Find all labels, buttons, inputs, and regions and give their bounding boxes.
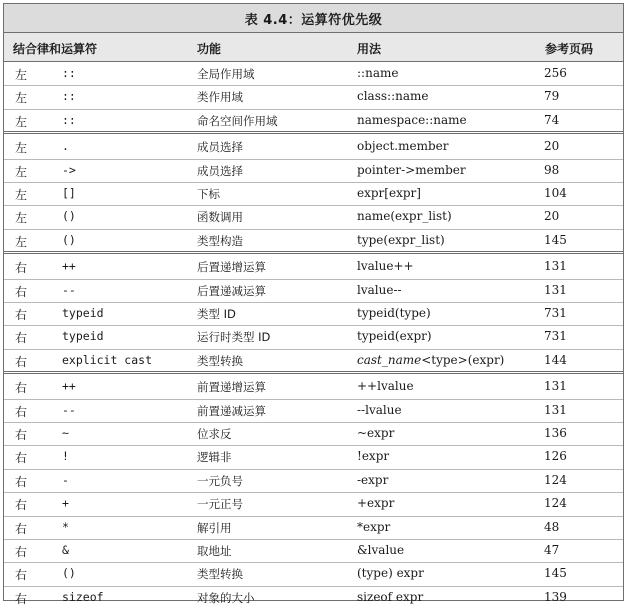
header-assoc-operator: 结合律和运算符 — [13, 42, 98, 56]
cell-usage: pointer->member — [357, 162, 466, 177]
cell-operator: sizeof — [62, 589, 104, 604]
group-separator — [4, 251, 623, 254]
cell-associativity: 右 — [15, 545, 28, 559]
cell-page-ref: 131 — [544, 259, 567, 274]
cell-function: 解引用 — [197, 520, 232, 535]
cell-usage: type(expr_list) — [357, 232, 445, 247]
table-row — [4, 279, 623, 302]
cell-page-ref: 131 — [544, 282, 567, 297]
cell-operator: :: — [62, 89, 76, 104]
cell-page-ref: 131 — [544, 379, 567, 394]
table-row — [4, 325, 623, 348]
cell-usage: ~expr — [357, 426, 395, 440]
header-usage: 用法 — [357, 42, 382, 56]
table-row — [4, 349, 623, 372]
cell-associativity: 右 — [15, 331, 28, 346]
cell-operator: & — [62, 543, 69, 557]
table-row — [4, 205, 623, 228]
cell-operator: () — [62, 566, 76, 581]
cell-page-ref: 79 — [544, 89, 560, 104]
table-header-row — [4, 33, 623, 62]
cell-associativity: 右 — [15, 308, 28, 322]
cell-page-ref: 139 — [544, 589, 567, 604]
cell-usage: (type) expr — [357, 566, 424, 581]
cell-associativity: 左 — [15, 234, 28, 249]
cell-associativity: 右 — [15, 474, 28, 489]
cell-page-ref: 47 — [544, 543, 560, 557]
cell-usage: class::name — [357, 89, 429, 104]
cell-usage: &lvalue — [357, 543, 405, 557]
cell-usage: namespace::name — [357, 112, 467, 127]
table-row — [4, 85, 623, 108]
header-function: 功能 — [197, 42, 222, 56]
cell-page-ref: 104 — [544, 186, 567, 200]
cell-usage: +expr — [357, 496, 395, 511]
cell-associativity: 左 — [15, 141, 28, 156]
table-title-bar — [4, 4, 623, 33]
table-row — [4, 135, 623, 158]
cell-operator: ! — [62, 449, 69, 464]
cell-operator: :: — [62, 112, 76, 127]
table-row — [4, 182, 623, 205]
table-row — [4, 302, 623, 325]
cell-associativity: 右 — [15, 381, 28, 396]
cell-associativity: 左 — [15, 68, 28, 82]
cell-associativity: 右 — [15, 521, 28, 536]
cell-operator: * — [62, 519, 69, 534]
cell-function: 对象的大小 — [197, 590, 255, 605]
cell-function: 类作用域 — [197, 90, 243, 105]
cell-operator: () — [62, 232, 76, 247]
cell-operator: - — [62, 472, 69, 487]
cell-function: 类型 ID — [197, 307, 236, 321]
table-row — [4, 516, 623, 539]
usage-rest-part: <type>(expr) — [421, 352, 505, 367]
precedence-table — [3, 3, 624, 606]
cell-operator: :: — [62, 66, 76, 80]
cell-associativity: 左 — [15, 164, 28, 179]
cell-associativity: 左 — [15, 188, 28, 202]
cell-usage: !expr — [357, 449, 390, 464]
cell-usage: lvalue-- — [357, 282, 402, 297]
cell-page-ref: 98 — [544, 162, 560, 177]
table-row — [4, 492, 623, 515]
table-row — [4, 469, 623, 492]
cell-page-ref: 144 — [544, 352, 567, 367]
cell-operator: ++ — [62, 259, 76, 274]
table-row — [4, 422, 623, 445]
cell-operator: typeid — [62, 306, 104, 320]
table-row — [4, 445, 623, 468]
cell-operator: ++ — [62, 379, 76, 394]
cell-usage: typeid(type) — [357, 306, 431, 320]
cell-page-ref: 256 — [544, 66, 567, 80]
cell-operator: -- — [62, 282, 76, 297]
table-title: 表 4.4：运算符优先级 — [244, 13, 383, 28]
cell-page-ref: 126 — [544, 449, 567, 464]
cell-function: 前置递减运算 — [197, 403, 266, 418]
cell-operator: explicit cast — [62, 352, 153, 367]
cell-function: 类型构造 — [197, 233, 243, 248]
cell-function: 后置递增运算 — [197, 260, 266, 275]
cell-page-ref: 145 — [544, 566, 567, 581]
cell-usage: *expr — [357, 519, 391, 534]
cell-function: 成员选择 — [197, 163, 243, 178]
cell-operator: typeid — [62, 329, 104, 344]
group-separator — [4, 131, 623, 134]
cell-page-ref: 124 — [544, 496, 567, 511]
cell-page-ref: 731 — [544, 306, 567, 320]
cell-usage: -expr — [357, 472, 389, 487]
cell-associativity: 右 — [15, 428, 28, 442]
table-row — [4, 229, 623, 252]
cell-associativity: 左 — [15, 114, 28, 129]
cell-associativity: 右 — [15, 451, 28, 466]
table-row — [4, 62, 623, 85]
cell-function: 全局作用域 — [197, 67, 255, 81]
table-row — [4, 255, 623, 278]
cell-usage: typeid(expr) — [357, 329, 432, 344]
cell-usage: ::name — [357, 66, 399, 80]
header-page-ref: 参考页码 — [545, 42, 594, 56]
cell-usage: object.member — [357, 139, 449, 154]
table-row — [4, 539, 623, 562]
cell-usage: expr[expr] — [357, 186, 421, 200]
cell-function: 命名空间作用域 — [197, 113, 278, 128]
cell-associativity: 右 — [15, 498, 28, 513]
cell-usage: --lvalue — [357, 402, 402, 417]
cell-function: 下标 — [197, 187, 220, 201]
cell-page-ref: 20 — [544, 139, 560, 154]
table-row — [4, 562, 623, 585]
cell-usage: ++lvalue — [357, 379, 414, 394]
cell-operator: . — [62, 139, 69, 154]
cell-function: 类型转换 — [197, 353, 243, 368]
cell-operator: ~ — [62, 426, 69, 440]
cell-associativity: 右 — [15, 591, 28, 606]
cell-function: 取地址 — [197, 544, 232, 558]
cell-page-ref: 48 — [544, 519, 560, 534]
table-row — [4, 109, 623, 132]
cell-associativity: 右 — [15, 568, 28, 583]
cell-associativity: 右 — [15, 284, 28, 299]
cell-function: 前置递增运算 — [197, 380, 266, 395]
table-row — [4, 375, 623, 398]
group-separator — [4, 371, 623, 374]
cell-function: 类型转换 — [197, 567, 243, 582]
cell-page-ref: 20 — [544, 209, 560, 224]
cell-usage — [357, 353, 504, 367]
cell-associativity: 左 — [15, 91, 28, 106]
table-row — [4, 159, 623, 182]
cell-function: 位求反 — [197, 427, 232, 441]
cell-associativity: 左 — [15, 211, 28, 226]
cell-usage: sizeof expr — [357, 589, 424, 604]
table-row — [4, 399, 623, 422]
cell-page-ref: 124 — [544, 472, 567, 487]
cell-page-ref: 145 — [544, 232, 567, 247]
usage-italic-part: cast_name — [357, 352, 422, 367]
cell-function: 函数调用 — [197, 210, 243, 225]
cell-function: 逻辑非 — [197, 450, 232, 465]
cell-operator: [] — [62, 186, 76, 200]
cell-function: 一元正号 — [197, 497, 243, 512]
cell-function: 后置递减运算 — [197, 283, 266, 298]
cell-page-ref: 131 — [544, 402, 567, 417]
cell-operator: -- — [62, 402, 76, 417]
cell-page-ref: 136 — [544, 426, 567, 440]
cell-operator: -> — [62, 162, 76, 177]
cell-operator: () — [62, 209, 76, 224]
cell-associativity: 右 — [15, 354, 28, 369]
cell-page-ref: 731 — [544, 329, 567, 344]
cell-operator: + — [62, 496, 69, 511]
cell-associativity: 右 — [15, 404, 28, 419]
cell-page-ref: 74 — [544, 112, 560, 127]
cell-function: 运行时类型 ID — [197, 330, 271, 345]
cell-associativity: 右 — [15, 261, 28, 276]
table-row — [4, 586, 623, 609]
cell-usage: lvalue++ — [357, 259, 414, 274]
cell-usage: name(expr_list) — [357, 209, 452, 224]
cell-function: 一元负号 — [197, 473, 243, 488]
cell-function: 成员选择 — [197, 140, 243, 155]
